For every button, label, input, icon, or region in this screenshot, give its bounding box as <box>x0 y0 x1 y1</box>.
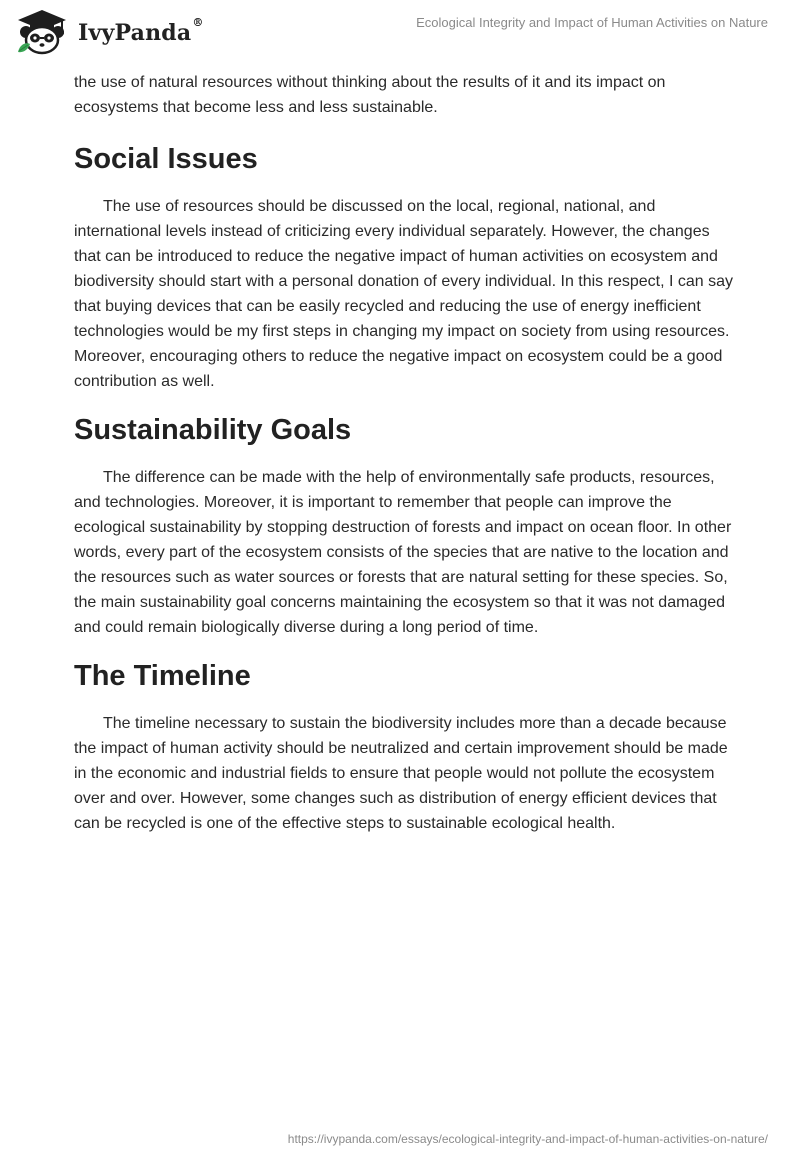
section-paragraph-social-issues: The use of resources should be discussed on the local, regional, national, and international levels instead of criticizing every individual separately. However, the changes that can be introduced to reduce the negative impact of human activities on ecosystem and biodiversity should start with a personal donation of every individual. In this respect, I can say that buying devices that can be easily recycled and reducing the use of energy inefficient technologies would be my first steps in changing my impact on society from using resources. Moreover, encouraging others to reduce the negative impact on ecosystem could be a good contribution as well. <box>74 198 734 390</box>
brand-name-text: IvyPanda <box>78 20 192 46</box>
section-heading-social-issues: Social Issues <box>74 143 258 175</box>
document-title: Ecological Integrity and Impact of Human Activities on Nature <box>416 15 768 30</box>
panda-graduate-icon <box>14 8 70 56</box>
intro-paragraph: the use of natural resources without thinking about the results of it and its impact on ecosystems that become less and less sustainable. <box>74 74 666 116</box>
brand-logo[interactable] <box>14 8 204 56</box>
section-heading-sustainability-goals: Sustainability Goals <box>74 414 352 446</box>
section-paragraph-the-timeline: The timeline necessary to sustain the biodiversity includes more than a decade because the impact of human activity should be neutralized and certain improvement should be made in the economic and industrial fields to ensure that people would not pollute the ecosystem over and over. However, some changes such as distribution of energy efficient devices that can be recycled is one of the effective steps to sustainable ecological health. <box>74 715 728 832</box>
section-heading-the-timeline: The Timeline <box>74 660 251 692</box>
essay-content <box>74 70 734 836</box>
registered-mark: ® <box>192 16 204 29</box>
brand-name <box>78 16 204 46</box>
section-paragraph-sustainability-goals: The difference can be made with the help of environmentally safe products, resources, and technologies. Moreover, it is important to remember that people can improve the ecological sustainability by stopping destruction of forests and impact on ocean floor. In other words, every part of the ecosystem consists of the species that are native to the location and the resources such as water sources or forests that are natural setting for these species. So, the main sustainability goal concerns maintaining the ecosystem so that it was not damaged and could remain biologically diverse during a long period of time. <box>74 469 732 636</box>
source-url[interactable]: https://ivypanda.com/essays/ecological-integrity-and-impact-of-human-activities-on-nature/ <box>287 1132 768 1146</box>
page-header <box>0 0 800 64</box>
